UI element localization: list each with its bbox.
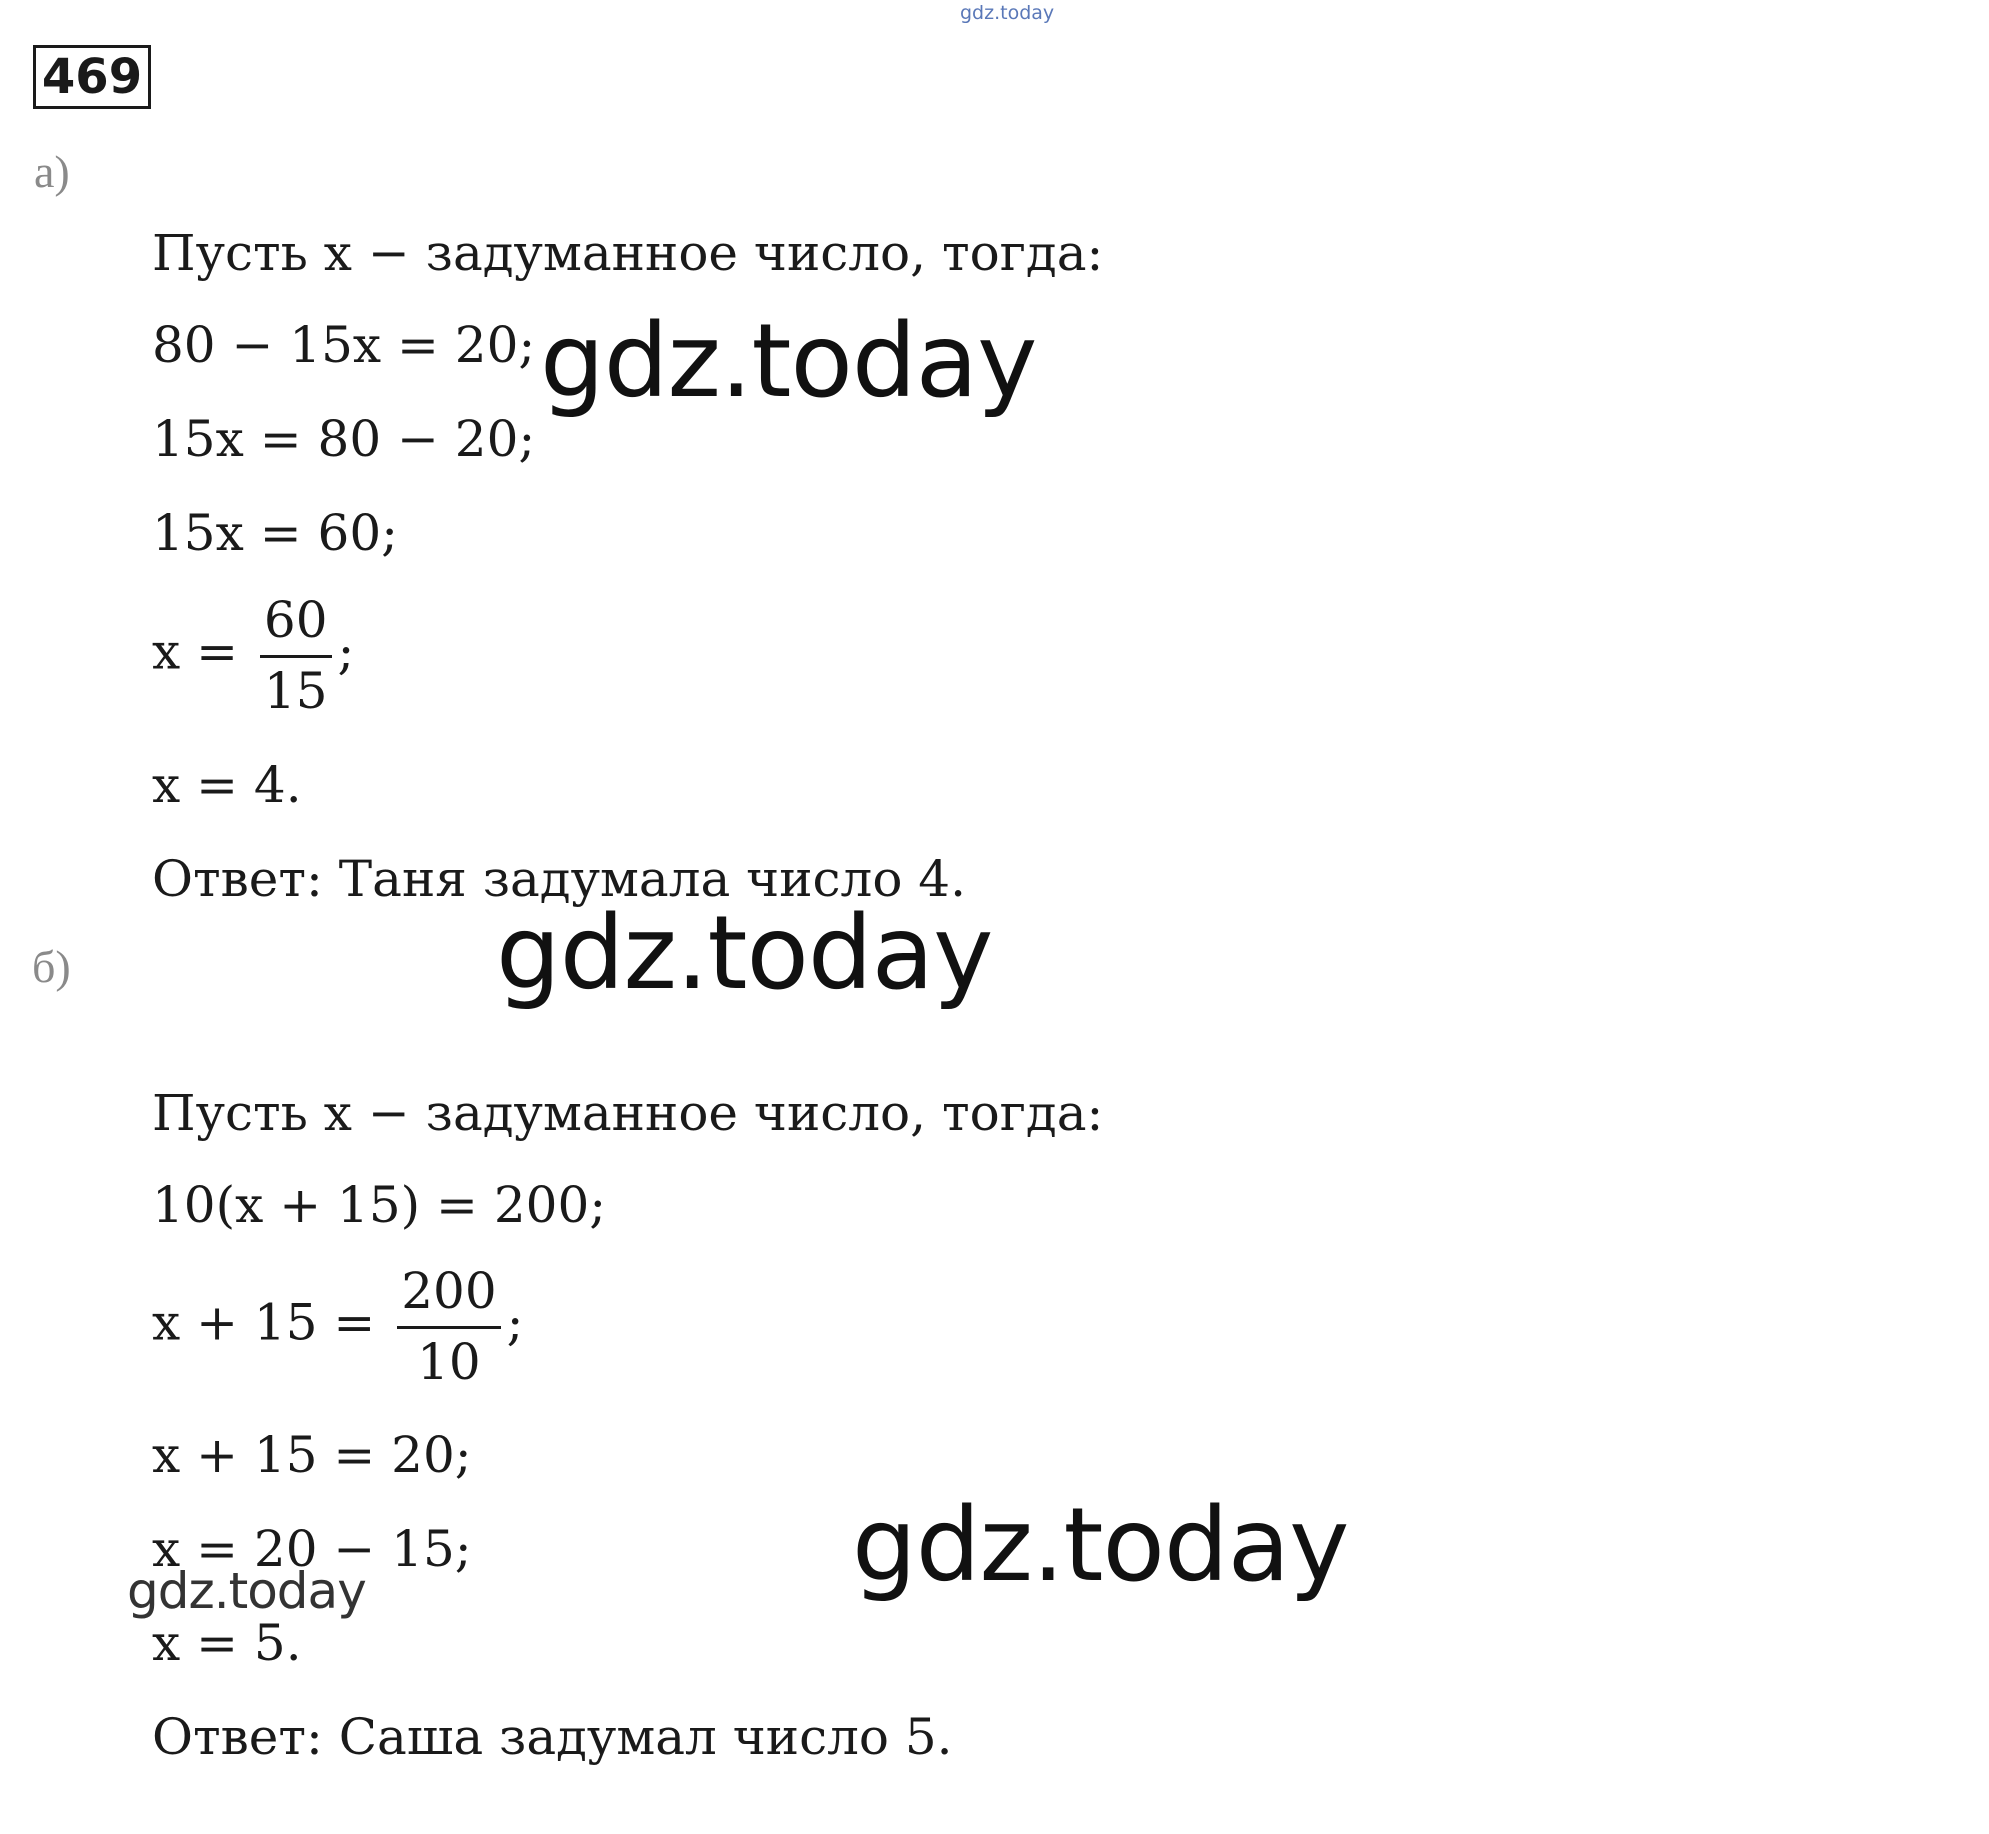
part-a-intro: Пусть x − задуманное число, тогда:: [152, 224, 1104, 282]
part-b-eq1: 10(x + 15) = 200;: [152, 1176, 607, 1234]
watermark: gdz.today: [127, 1562, 366, 1620]
part-b-fraction: [397, 1264, 500, 1389]
part-b-eq2-end: ;: [506, 1293, 524, 1352]
problem-number: 469: [33, 45, 151, 109]
part-b-fraction-numerator: 200: [401, 1262, 497, 1320]
part-b-fraction-denominator: 10: [417, 1333, 481, 1391]
part-a-eq2: 15x = 80 − 20;: [152, 410, 536, 468]
part-a-fraction-denominator: 15: [263, 662, 328, 720]
part-b-intro: Пусть x − задуманное число, тогда:: [152, 1084, 1104, 1142]
part-a-fraction-numerator: 60: [263, 591, 328, 649]
watermark: gdz.today: [496, 894, 993, 1013]
part-a-eq3: 15x = 60;: [152, 504, 398, 562]
part-b-label: б): [32, 941, 71, 992]
part-a-eq4: [152, 593, 354, 718]
part-a-eq4-lhs: x =: [152, 622, 238, 681]
part-a-answer: Ответ: Таня задумала число 4.: [152, 850, 967, 908]
part-b-eq5: x = 5.: [152, 1614, 302, 1672]
part-a-eq5: x = 4.: [152, 756, 302, 814]
part-a-eq4-end: ;: [337, 622, 355, 681]
watermark-top: gdz.today: [960, 2, 1055, 24]
part-a-eq1: 80 − 15x = 20;: [152, 316, 536, 374]
part-b-eq2-lhs: x + 15 =: [152, 1293, 376, 1352]
part-a-label: а): [34, 146, 70, 197]
part-b-answer: Ответ: Саша задумал число 5.: [152, 1708, 953, 1766]
fraction-bar: [397, 1326, 500, 1329]
part-b-eq4: x = 20 − 15;: [152, 1520, 472, 1578]
part-b-eq3: x + 15 = 20;: [152, 1426, 472, 1484]
watermark: gdz.today: [852, 1486, 1349, 1605]
part-a-fraction: [260, 593, 332, 718]
part-b-eq2: [152, 1264, 524, 1389]
watermark: gdz.today: [540, 302, 1037, 421]
fraction-bar: [260, 655, 332, 658]
